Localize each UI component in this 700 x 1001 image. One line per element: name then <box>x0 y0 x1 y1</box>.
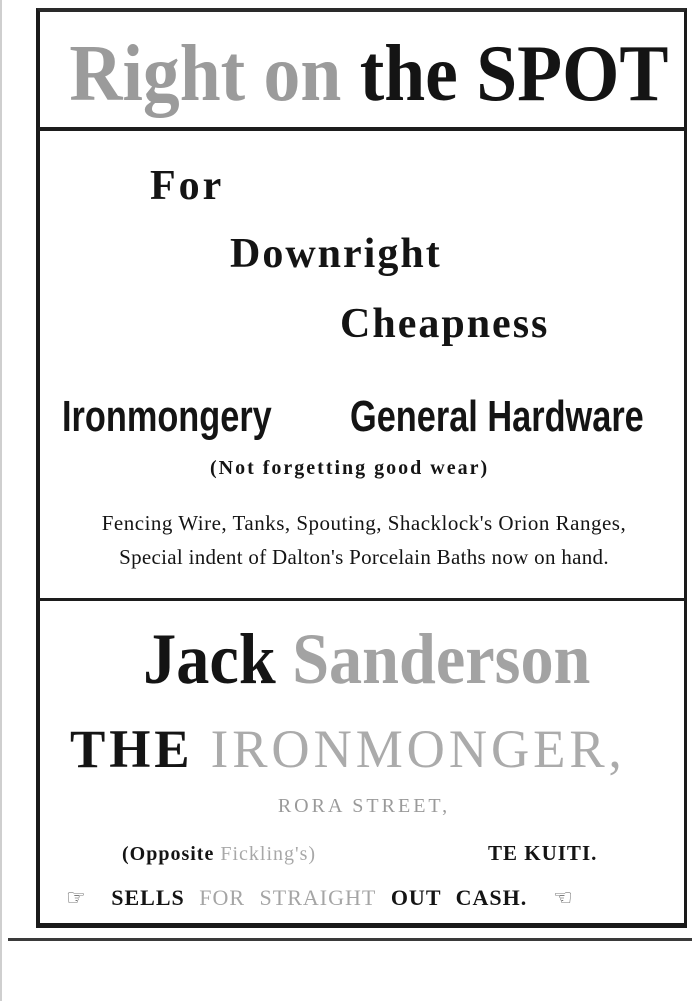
page-gutter <box>0 0 2 1001</box>
category-ironmongery: Ironmongery <box>62 392 272 441</box>
payment-terms <box>66 885 572 911</box>
landmark-note <box>122 843 316 866</box>
merchant-last-name: Sanderson <box>292 619 591 699</box>
tagline-cheapness: Cheapness <box>340 301 550 347</box>
headline <box>47 26 691 122</box>
street-address: RORA STREET, <box>277 795 451 817</box>
headline-faded-text: Right on <box>69 30 342 118</box>
landmark-name: Fickling's) <box>220 843 317 865</box>
title-ironmonger: IRONMONGER, <box>210 719 626 779</box>
headline-bold-text: the SPOT <box>359 30 669 118</box>
landmark-label: (Opposite <box>122 843 215 865</box>
category-general-hardware: General Hardware <box>350 392 644 441</box>
title-the: THE <box>70 719 194 779</box>
tagline-for: For <box>150 163 225 209</box>
merchant-name <box>45 620 689 698</box>
pointing-hand-right-icon: ☞ <box>66 885 87 910</box>
tagline-downright: Downright <box>230 231 442 277</box>
terms-rest: OUT CASH. <box>390 885 528 910</box>
terms-straight: STRAIGHT <box>259 885 377 910</box>
terms-for: FOR <box>199 885 246 910</box>
aside-note: (Not forgetting good wear) <box>210 457 490 479</box>
page-bottom-rule <box>8 938 692 941</box>
merchant-first-name: Jack <box>143 619 276 699</box>
pointing-hand-left-icon: ☞ <box>551 885 573 910</box>
divider-top <box>38 127 686 131</box>
terms-sells: SELLS <box>111 885 185 910</box>
products-line-1: Fencing Wire, Tanks, Spouting, Shacklock's Orion Ranges, <box>101 511 627 535</box>
products-line-2: Special indent of Dalton's Porcelain Baths now on hand. <box>119 545 609 569</box>
town-name: TE KUITI. <box>488 841 598 865</box>
merchant-title <box>70 718 626 780</box>
divider-middle <box>38 598 686 601</box>
